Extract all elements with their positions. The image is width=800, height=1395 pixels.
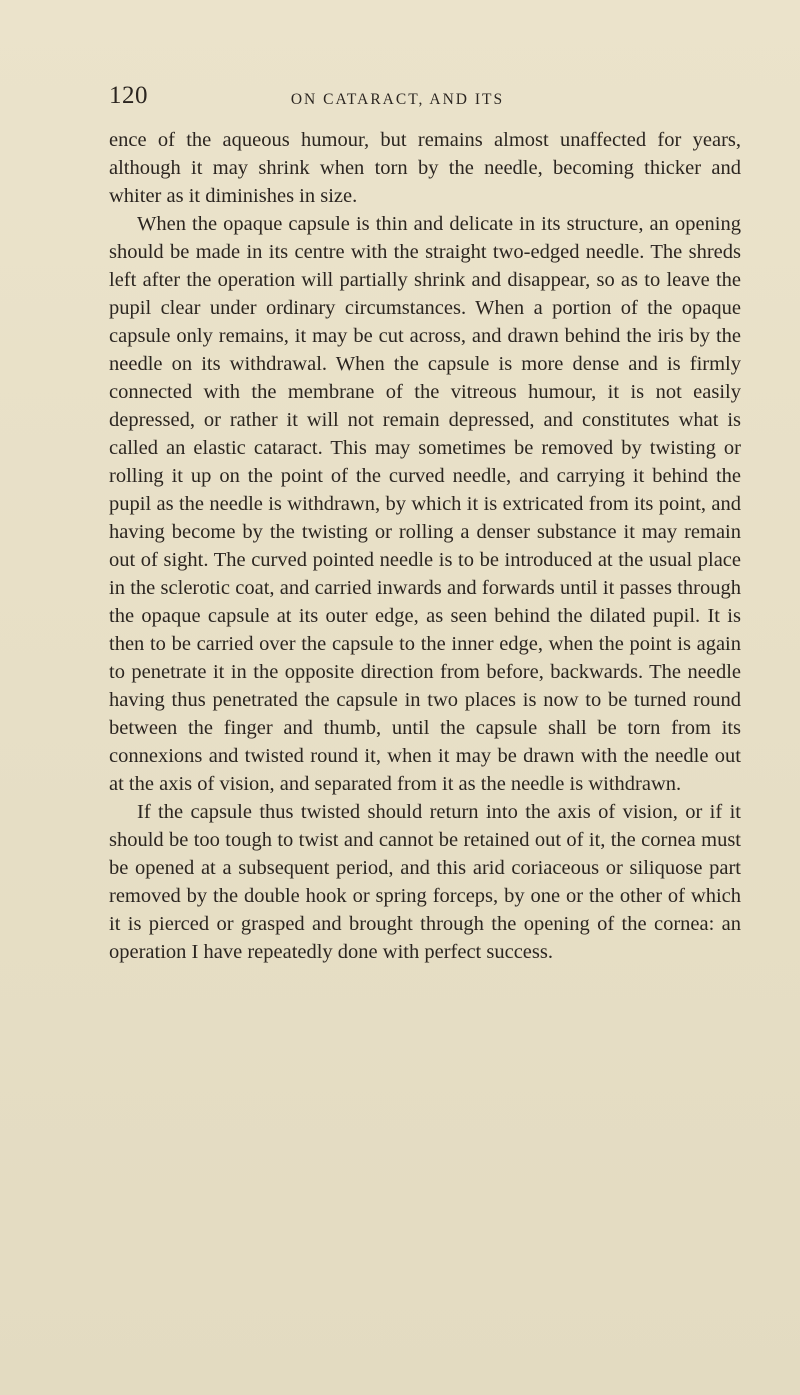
running-head: ON CATARACT, AND ITS xyxy=(290,91,505,108)
paragraph-twisted-capsule: If the capsule thus twisted should return into the axis of vision, or if it should be too tough to twist and cannot be retained out of it, the cornea must be opened at a subsequent period, and this arid coriaceous or siliquose part removed by the double hook or spring forceps, by one or the other of which it is pierced or grasped and brought through the opening of the cornea: an operation I have repeatedly done with perfect success. xyxy=(109,801,741,963)
page-header xyxy=(0,82,800,122)
paragraph-opaque-capsule: When the opaque capsule is thin and delicate in its structure, an opening should be made in its centre with the straight two-edged needle. The shreds left after the operation will partially shrink and disappear, so as to leave the pupil clear under ordinary circumstances. When a portion of the opaque capsule only remains, it may be cut across, and drawn behind the iris by the needle on its withdrawal. When the capsule is more dense and is firmly connected with the membrane of the vitreous humour, it is not easily depressed, or rather it will not remain depressed, and constitutes what is called an elastic cataract. This may sometimes be removed by twisting or rolling it up on the point of the curved needle, and carrying it behind the pupil as the needle is withdrawn, by which it is extricated from its point, and having become by the twisting or rolling a denser substance it may remain out of sight. The curved pointed needle is to be introduced at the usual place in the sclerotic coat, and carried inwards and forwards until it passes through the opaque capsule at its outer edge, as seen behind the dilated pupil. It is then to be carried over the capsule to the inner edge, when the point is again to penetrate it in the opposite direction from before, backwards. The needle having thus penetrated the capsule in two places is now to be turned round between the finger and thumb, until the capsule shall be torn from its connexions and twisted round it, when it may be drawn with the needle out at the axis of vision, and separated from it as the needle is withdrawn. xyxy=(109,213,741,795)
paragraph-continued: ence of the aqueous humour, but remains almost unaffected for years, although it may shrink when torn by the needle, becoming thicker and whiter as it diminishes in size. xyxy=(109,129,741,207)
body-text xyxy=(109,126,741,966)
page-number: 120 xyxy=(109,82,148,109)
